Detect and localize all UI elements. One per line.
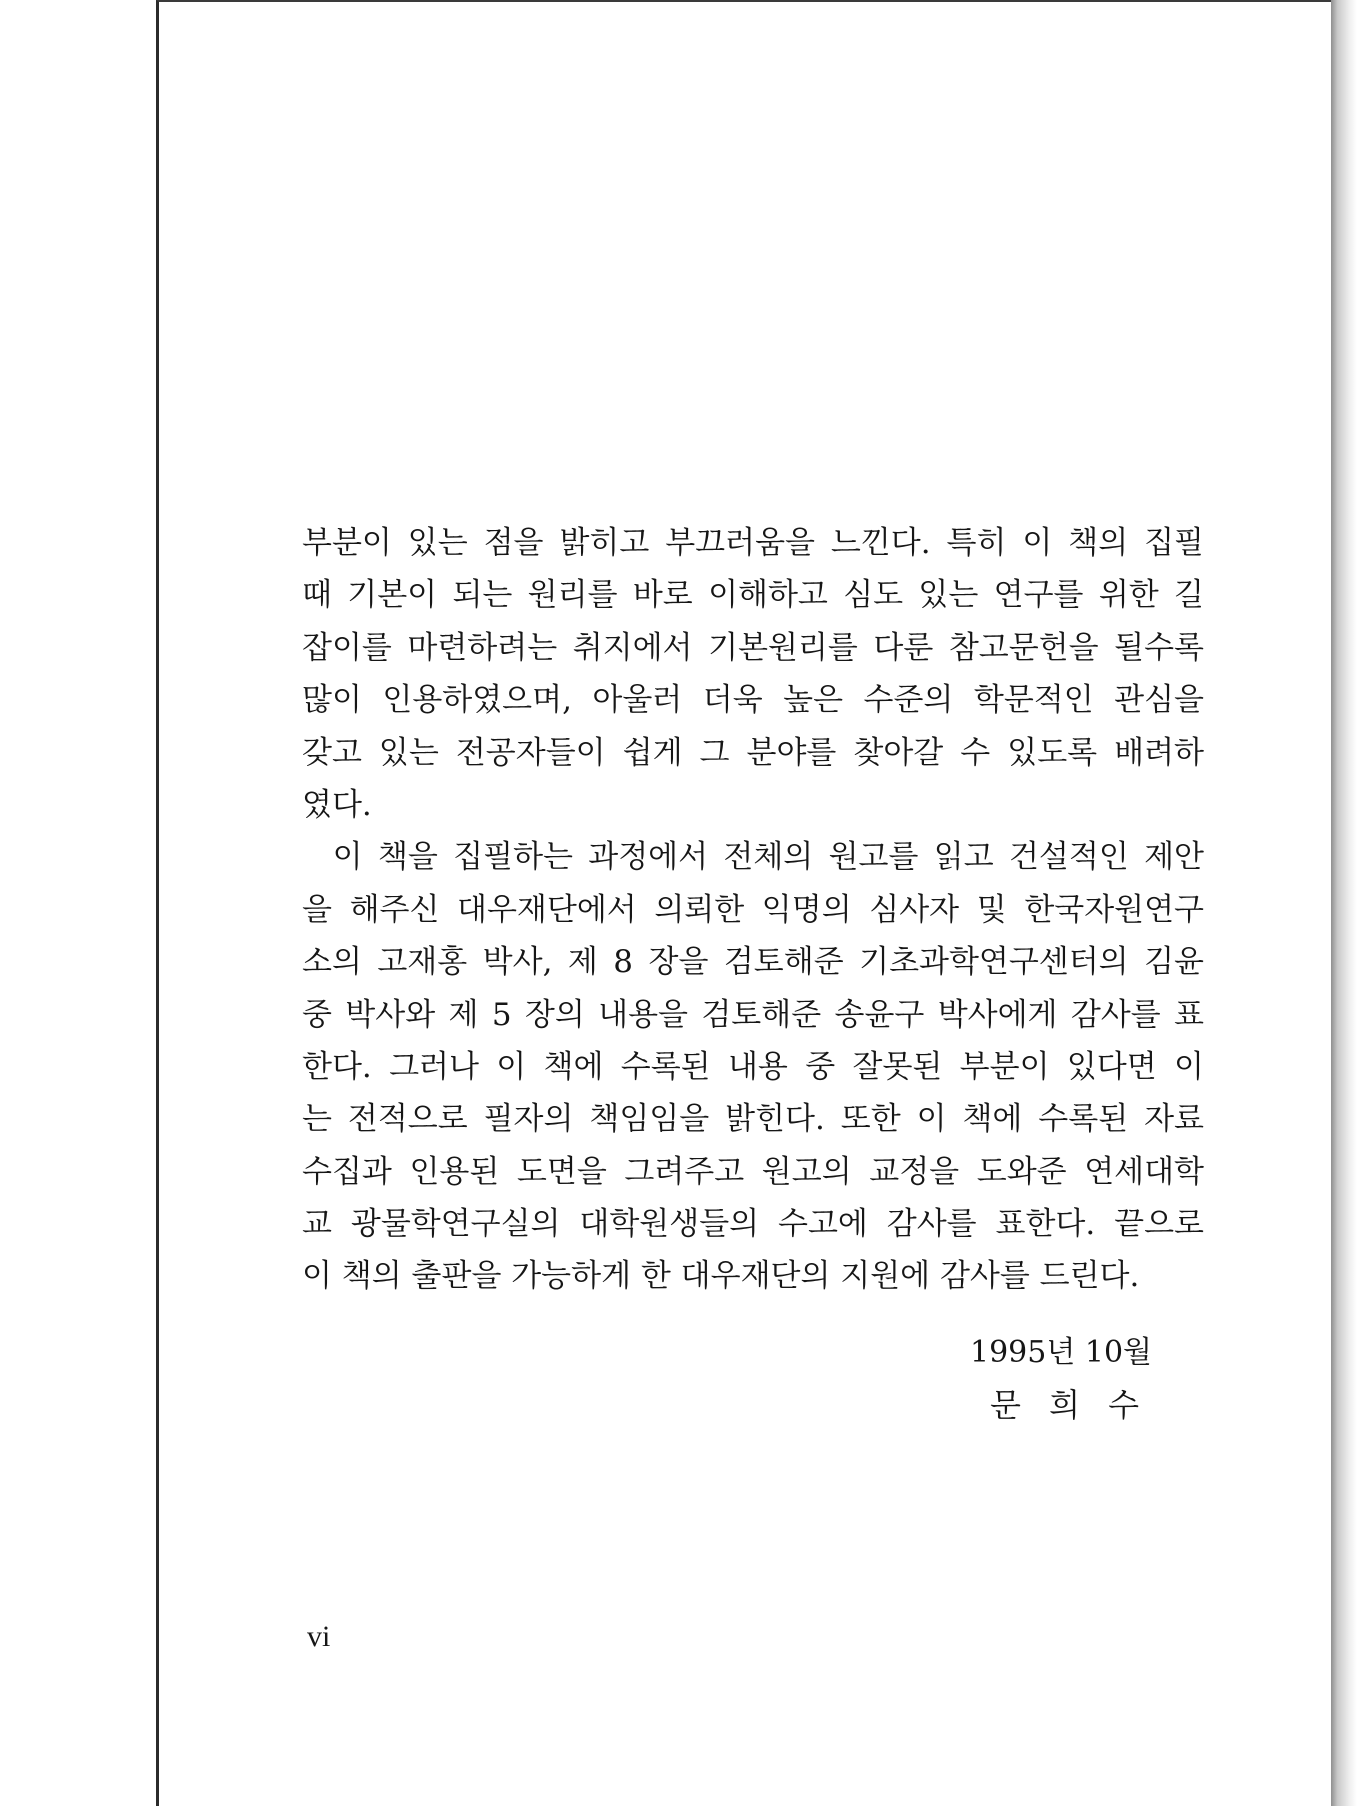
text-line: 을 해주신 대우재단에서 의뢰한 익명의 심사자 및 한국자원연구	[302, 891, 1204, 928]
left-margin	[0, 0, 156, 1806]
text-line: 는 전적으로 필자의 책임임을 밝힌다. 또한 이 책에 수록된 자료	[302, 1101, 1204, 1138]
text-line: 이 책을 집필하는 과정에서 전체의 원고를 읽고 건설적인 제안	[302, 839, 1204, 876]
text-line: 수집과 인용된 도면을 그려주고 원고의 교정을 도와준 연세대학	[302, 1153, 1204, 1190]
text-line: 잡이를 마련하려는 취지에서 기본원리를 다룬 참고문헌을 될수록	[302, 629, 1204, 666]
preface-body-text	[302, 517, 1204, 1303]
text-line: 갖고 있는 전공자들이 쉽게 그 분야를 찾아갈 수 있도록 배려하	[302, 734, 1204, 771]
text-line: 때 기본이 되는 원리를 바로 이해하고 심도 있는 연구를 위한 길	[302, 577, 1204, 614]
text-line: 이 책의 출판을 가능하게 한 대우재단의 지원에 감사를 드린다.	[302, 1258, 1140, 1295]
text-line: 많이 인용하였으며, 아울러 더욱 높은 수준의 학문적인 관심을	[302, 682, 1204, 719]
text-line: 소의 고재홍 박사, 제 8 장을 검토해준 기초과학연구센터의 김윤	[302, 944, 1204, 981]
text-line: 중 박사와 제 5 장의 내용을 검토해준 송윤구 박사에게 감사를 표	[302, 996, 1204, 1033]
text-line: 교 광물학연구실의 대학원생들의 수고에 감사를 표한다. 끝으로	[302, 1206, 1204, 1243]
text-line: 였다.	[302, 786, 372, 823]
text-line: 부분이 있는 점을 밝히고 부끄러움을 느낀다. 특히 이 책의 집필	[302, 525, 1204, 561]
page-number: vi	[307, 1620, 331, 1653]
page-edge-shadow	[1331, 0, 1357, 1806]
text-line: 한다. 그러나 이 책에 수록된 내용 중 잘못된 부분이 있다면 이	[302, 1048, 1204, 1085]
author-signature-name: 문 희 수	[990, 1386, 1149, 1424]
signature-date: 1995년 10월	[970, 1335, 1153, 1370]
